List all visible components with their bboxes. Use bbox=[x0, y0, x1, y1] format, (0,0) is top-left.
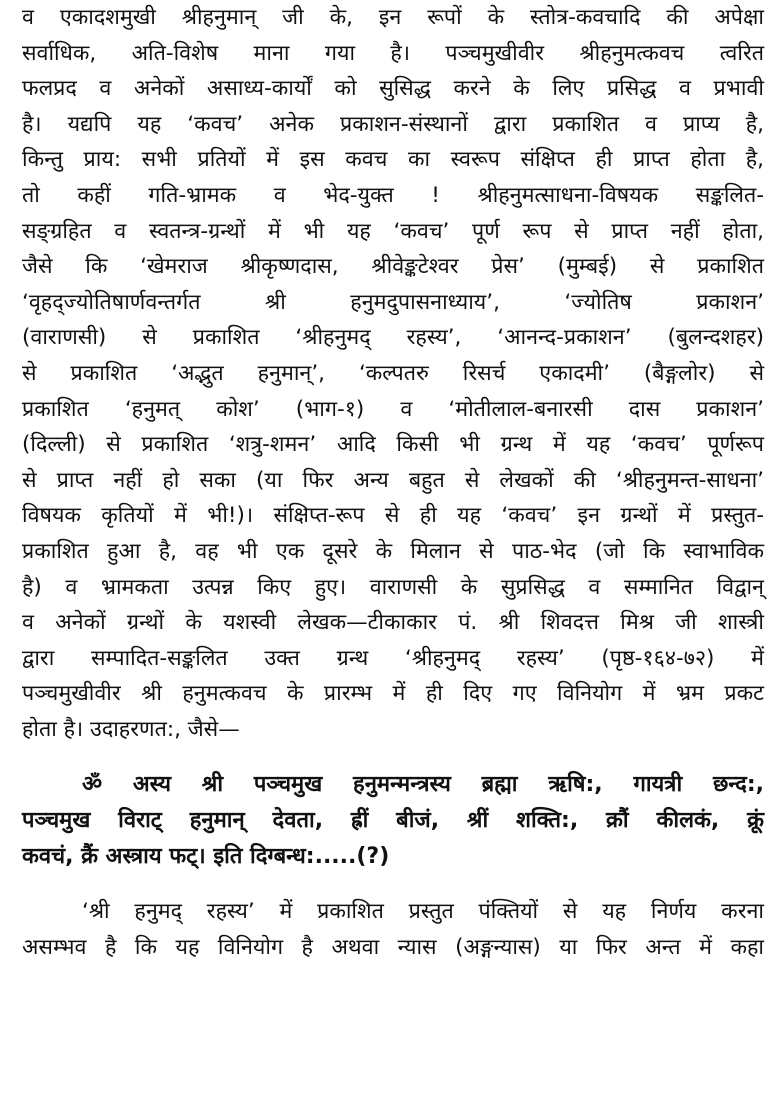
text-line: ‘श्री हनुमद् रहस्य’ में प्रकाशित प्रस्तुत पंक्तियों से यह निर्णय करना bbox=[82, 899, 764, 925]
text-line: होता है। उदाहरणत:, जैसे— bbox=[22, 716, 240, 742]
text-line: (वाराणसी) से प्रकाशित ‘श्रीहनुमद् रहस्य’, ‘आनन्द-प्रकाशन’ (बुलन्दशहर) bbox=[22, 325, 764, 351]
text-line: असम्भव है कि यह विनियोग है अथवा न्यास (अङ्गन्यास) या फिर अन्त में कहा bbox=[22, 934, 764, 960]
text-line: व अनेकों ग्रन्थों के यशस्वी लेखक—टीकाकार पं. श्री शिवदत्त मिश्र जी शास्त्री bbox=[22, 610, 764, 636]
text-line: किन्तु प्राय: सभी प्रतियों में इस कवच का स्वरूप संक्षिप्त ही प्राप्त होता है, bbox=[22, 147, 764, 173]
text-line: से प्राप्त नहीं हो सका (या फिर अन्य बहुत से लेखकों की ‘श्रीहनुमन्त-साधना’ bbox=[22, 467, 764, 493]
paragraph-gap bbox=[22, 747, 764, 767]
text-line: ‘वृहद्ज्योतिषार्णवन्तर्गत श्री हनुमदुपासनाध्याय’, ‘ज्योतिष प्रकाशन’ bbox=[22, 289, 764, 315]
paragraph-2 bbox=[22, 894, 764, 965]
text-line: है) व भ्रामकता उत्पन्न किए हुए। वाराणसी के सुप्रसिद्ध व सम्मानित विद्वान् bbox=[22, 574, 764, 600]
text-line: व एकादशमुखी श्रीहनुमान् जी के, इन रूपों के स्तोत्र-कवचादि की अपेक्षा bbox=[22, 5, 764, 30]
text-line: सङ्ग्रहित व स्वतन्त्र-ग्रन्थों में भी यह ‘कवच’ पूर्ण रूप से प्राप्त नहीं होता, bbox=[22, 218, 764, 244]
text-line: विषयक कृतियों में भी!)। संक्षिप्त-रूप से ही यह ‘कवच’ इन ग्रन्थों में प्रस्तुत- bbox=[22, 503, 764, 529]
text-line: प्रकाशित ‘हनुमत् कोश’ (भाग-१) व ‘मोतीलाल-बनारसी दास प्रकाशन’ bbox=[22, 396, 764, 422]
text-line: फलप्रद व अनेकों असाध्य-कार्यों को सुसिद्ध करने के लिए प्रसिद्ध व प्रभावी bbox=[22, 76, 764, 102]
mantra-line: ॐ अस्य श्री पञ्चमुख हनुमन्मन्त्रस्य ब्रह्मा ऋषि:, गायत्री छन्द:, bbox=[82, 772, 764, 798]
text-line: द्वारा सम्पादित-सङ्कलित उक्त ग्रन्थ ‘श्रीहनुमद् रहस्य’ (पृष्ठ-१६४-७२) में bbox=[22, 645, 764, 671]
document-page bbox=[22, 0, 764, 965]
text-line: (दिल्ली) से प्रकाशित ‘शत्रु-शमन’ आदि किसी भी ग्रन्थ में यह ‘कवच’ पूर्णरूप bbox=[22, 432, 764, 458]
text-line: है। यद्यपि यह ‘कवच’ अनेक प्रकाशन-संस्थानों द्वारा प्रकाशित व प्राप्य है, bbox=[22, 111, 764, 137]
mantra-line: पञ्चमुख विराट् हनुमान् देवता, ह्रीं बीजं, श्रीं शक्ति:, क्रौं कीलकं, क्रूं bbox=[22, 808, 764, 834]
text-line: जैसे कि ‘खेमराज श्रीकृष्णदास, श्रीवेङ्कटेश्वर प्रेस’ (मुम्बई) से प्रकाशित bbox=[22, 254, 764, 280]
text-line: प्रकाशित हुआ है, वह भी एक दूसरे के मिलान से पाठ-भेद (जो कि स्वाभाविक bbox=[22, 538, 764, 564]
mantra-block bbox=[22, 767, 764, 874]
paragraph-1 bbox=[22, 0, 764, 747]
text-line: से प्रकाशित ‘अद्भुत हनुमान्’, ‘कल्पतरु रिसर्च एकादमी’ (बैङ्गलोर) से bbox=[22, 360, 764, 386]
mantra-line: कवचं, क्रैं अस्त्राय फट्। इति दिग्बन्ध:.....(?) bbox=[22, 843, 390, 869]
text-line: सर्वाधिक, अति-विशेष माना गया है। पञ्चमुखीवीर श्रीहनुमत्कवच त्वरित bbox=[22, 40, 764, 66]
paragraph-gap bbox=[22, 874, 764, 894]
text-line: पञ्चमुखीवीर श्री हनुमत्कवच के प्रारम्भ में ही दिए गए विनियोग में भ्रम प्रकट bbox=[22, 681, 764, 707]
text-line: तो कहीं गति-भ्रामक व भेद-युक्त ! श्रीहनुमत्साधना-विषयक सङ्कलित- bbox=[22, 182, 764, 208]
